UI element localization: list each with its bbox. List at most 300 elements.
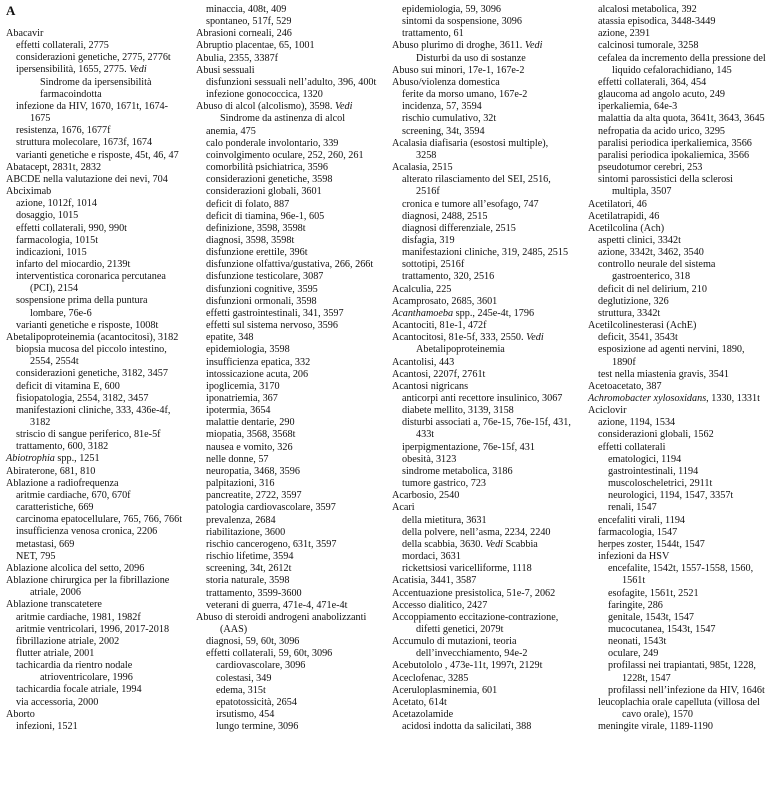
index-entry-continuation	[588, 357, 775, 369]
index-entry	[6, 332, 190, 344]
entry-text: trattamento, 61	[402, 28, 464, 40]
index-entry	[392, 636, 586, 648]
index-subentry	[6, 441, 190, 453]
index-subentry	[588, 454, 775, 466]
index-entry-continuation	[196, 113, 388, 125]
entry-text: Acamprosato, 2685, 3601	[392, 295, 498, 307]
entry-text: Abusi sessuali	[196, 64, 255, 76]
entry-text: pseudotumor cerebri, 253	[598, 162, 703, 174]
index-entry	[6, 563, 190, 575]
entry-text: palpitazioni, 316	[206, 478, 275, 490]
index-subentry	[588, 332, 775, 344]
index-subentry	[588, 174, 775, 186]
index-entry-continuation	[6, 672, 190, 684]
entry-text: minaccia, 408t, 409	[206, 4, 287, 15]
index-entry	[392, 77, 586, 89]
index-subentry	[392, 721, 586, 733]
index-subentry	[6, 320, 190, 332]
index-subentry	[6, 344, 190, 356]
index-subentry	[196, 442, 388, 454]
entry-text: aritmie ventricolari, 1996, 2017-2018	[16, 623, 170, 635]
index-subentry	[6, 697, 190, 709]
index-subentry	[196, 709, 388, 721]
entry-text: Acetato, 614t	[392, 696, 447, 708]
index-subentry	[196, 357, 388, 369]
index-subentry	[588, 515, 775, 527]
entry-text: effetti collaterali, 59, 60t, 3096	[206, 648, 333, 660]
entry-text: lombare, 76e-6	[30, 307, 92, 319]
index-subentry	[588, 235, 775, 247]
index-entry	[6, 599, 190, 611]
index-subentry	[6, 514, 190, 526]
entry-text: riabilitazione, 3600	[206, 526, 286, 538]
entry-text: renali, 1547	[608, 502, 657, 514]
entry-text: via accessoria, 2000	[16, 696, 99, 708]
entry-text: 1228t, 1547	[622, 672, 671, 684]
index-subentry	[196, 369, 388, 381]
entry-text: disturbi associati a, 76e-15, 76e-15f, 431,	[402, 417, 571, 429]
index-subentry	[196, 223, 388, 235]
entry-text: tachicardia focale atriale, 1994	[16, 684, 142, 696]
entry-text: miopatia, 3568, 3568t	[206, 429, 296, 441]
entry-text: 2554, 2554t	[30, 356, 79, 368]
index-subentry	[392, 199, 586, 211]
entry-text: fibrillazione atriale, 2002	[16, 635, 120, 647]
index-subentry	[6, 271, 190, 283]
entry-text: lungo termine, 3096	[216, 721, 299, 733]
index-subentry	[588, 53, 775, 65]
index-subentry	[6, 235, 190, 247]
index-entry	[196, 40, 388, 52]
entry-text: aritmie cardiache, 1981, 1982f	[16, 611, 141, 623]
entry-text: effetti collaterali, 990, 990t	[16, 222, 127, 234]
entry-text: infezione gonococcica, 1320	[206, 89, 323, 101]
index-entry-continuation	[6, 113, 190, 125]
entry-text: Abiraterone, 681, 810	[6, 465, 96, 477]
index-subentry	[196, 429, 388, 441]
entry-text: coinvolgimento oculare, 252, 260, 261	[206, 149, 364, 161]
entry-text: effetti sul sistema nervoso, 3596	[206, 320, 338, 332]
entry-text: colestasi, 349	[216, 672, 272, 684]
entry-text: , 1330, 1331t	[706, 393, 760, 404]
index-subentry	[588, 551, 775, 563]
entry-text: screening, 34t, 3594	[402, 125, 485, 137]
index-subentry	[588, 478, 775, 490]
index-subentry	[392, 174, 586, 186]
entry-text: herpes zoster, 1544t, 1547	[598, 538, 705, 550]
entry-text: Abulia, 2355, 3387f	[196, 52, 279, 64]
entry-text: iperkaliemia, 64e-3	[598, 101, 678, 113]
entry-text: rickettsiosi varicelliforme, 1118	[402, 563, 532, 575]
entry-text: Acetazolamide	[392, 709, 454, 721]
index-entry-continuation	[6, 283, 190, 295]
entry-text: Accentuazione presistolica, 51e-7, 2062	[392, 587, 556, 599]
index-subentry	[392, 247, 586, 259]
index-subentry	[588, 4, 775, 16]
index-entry	[392, 284, 586, 296]
entry-text: farmacologia, 1547	[598, 526, 678, 538]
index-subentry	[196, 454, 388, 466]
entry-text: Aciclovir	[588, 405, 627, 417]
index-subentry	[196, 259, 388, 271]
index-subentry	[392, 211, 586, 223]
index-subentry	[196, 162, 388, 174]
entry-text: effetti collaterali	[598, 441, 666, 453]
index-subentry	[6, 368, 190, 380]
index-entry-continuation	[392, 429, 586, 441]
index-subentry	[392, 271, 586, 283]
entry-text: considerazioni genetiche, 3182, 3457	[16, 368, 168, 380]
entry-text: Acantosi, 2207f, 2761t	[392, 368, 486, 380]
entry-text: ipersensibilità, 1655, 2775.	[16, 64, 130, 76]
entry-text: ipoglicemia, 3170	[206, 380, 280, 392]
italic-text: Vedi	[524, 40, 543, 52]
index-subentry	[392, 259, 586, 271]
entry-text: paralisi periodica ipokaliemica, 3566	[598, 149, 750, 161]
index-entry	[6, 478, 190, 490]
entry-text: liquido cefalorachidiano, 145	[612, 64, 732, 76]
index-entry	[392, 369, 586, 381]
index-subentry	[588, 344, 775, 356]
entry-text: alcalosi metabolica, 392	[598, 4, 697, 15]
entry-text: anemia, 475	[206, 125, 256, 137]
entry-text: epidemiologia, 3598	[206, 344, 290, 356]
index-subentry	[196, 138, 388, 150]
index-subentry	[196, 478, 388, 490]
entry-text: disfunzione erettile, 396t	[206, 247, 308, 259]
index-subentry	[588, 442, 775, 454]
entry-text: malattie dentarie, 290	[206, 417, 295, 429]
entry-text: Abuso plurimo di droghe, 3611.	[392, 40, 525, 52]
entry-text: 3182	[30, 417, 51, 428]
entry-text: disfunzioni sessuali nell’adulto, 396, 400t	[206, 76, 377, 88]
entry-text: dell’invecchiamento, 94e-2	[416, 648, 528, 660]
index-entry	[392, 490, 586, 502]
index-subentry	[196, 308, 388, 320]
index-entry	[6, 575, 190, 587]
entry-text: sintomi parossistici della sclerosi	[598, 174, 733, 186]
index-subentry	[588, 369, 775, 381]
entry-text: 1890f	[612, 356, 636, 368]
index-entry	[392, 320, 586, 332]
entry-text: trattamento, 3599-3600	[206, 587, 302, 599]
index-entry-continuation	[196, 624, 388, 636]
index-subentry	[196, 636, 388, 648]
index-subentry	[196, 648, 388, 660]
entry-text: diagnosi differenziale, 2515	[402, 222, 516, 234]
index-entry	[392, 138, 586, 150]
entry-text: sospensione prima della puntura	[16, 295, 148, 307]
entry-text: acidosi indotta da salicilati, 388	[402, 721, 532, 733]
entry-text: azione, 2391	[598, 28, 651, 40]
entry-text: effetti collaterali, 2775	[16, 40, 109, 52]
entry-text: esofagite, 1561t, 2521	[608, 587, 699, 599]
entry-text: (PCI), 2154	[30, 283, 79, 295]
entry-text: Ablazione transcatetere	[6, 599, 102, 611]
index-subentry	[588, 527, 775, 539]
index-subentry	[196, 673, 388, 685]
index-subentry	[196, 4, 388, 16]
index-subentry	[196, 490, 388, 502]
index-subentry	[6, 137, 190, 149]
entry-text: intossicazione acuta, 206	[206, 368, 309, 380]
entry-text: diagnosi, 2488, 2515	[402, 210, 488, 222]
index-subentry	[392, 515, 586, 527]
entry-text: della mietitura, 3631	[402, 514, 487, 526]
entry-text: oculare, 249	[608, 648, 659, 660]
entry-text: encefaliti virali, 1194	[598, 514, 686, 526]
entry-text: ABCDE nella valutazione dei nevi, 704	[6, 173, 168, 185]
index-subentry	[588, 259, 775, 271]
entry-text: mucocutanea, 1543t, 1547	[608, 623, 716, 635]
index-entry	[588, 393, 775, 405]
index-subentry	[6, 539, 190, 551]
entry-text: Abacavir	[6, 28, 44, 39]
entry-text: Abetalipoproteinemia	[416, 344, 505, 356]
entry-text: Acalasia, 2515	[392, 162, 453, 174]
entry-text: esposizione ad agenti nervini, 1890,	[598, 344, 745, 356]
index-subentry	[6, 636, 190, 648]
index-entry	[392, 65, 586, 77]
index-entry-continuation	[392, 344, 586, 356]
index-subentry	[588, 308, 775, 320]
entry-text: deficit, 3541, 3543t	[598, 332, 678, 344]
index-subentry	[392, 551, 586, 563]
index-subentry	[392, 478, 586, 490]
index-entry	[196, 65, 388, 77]
entry-text: Abruptio placentae, 65, 1001	[196, 40, 315, 52]
index-subentry	[588, 697, 775, 709]
entry-text: 3258	[416, 149, 437, 161]
index-entry	[392, 685, 586, 697]
index-subentry	[588, 16, 775, 28]
entry-text: iperpigmentazione, 76e-15f, 431	[402, 441, 535, 453]
index-subentry	[588, 466, 775, 478]
entry-text: diagnosi, 59, 60t, 3096	[206, 636, 300, 648]
entry-text: atriale, 2006	[30, 587, 81, 599]
index-subentry	[392, 563, 586, 575]
entry-text: Accumulo di mutazioni, teoria	[392, 636, 517, 648]
index-subentry	[6, 259, 190, 271]
entry-text: glaucoma ad angolo acuto, 249	[598, 89, 726, 101]
index-subentry	[196, 539, 388, 551]
entry-text: dosaggio, 1015	[16, 210, 79, 222]
index-subentry	[588, 429, 775, 441]
entry-text: epatotossicità, 2654	[216, 696, 297, 708]
entry-text: considerazioni genetiche, 2775, 2776t	[16, 52, 171, 64]
entry-text: insufficienza venosa cronica, 2206	[16, 526, 158, 538]
index-subentry	[392, 28, 586, 40]
index-entry	[392, 332, 586, 344]
index-subentry	[392, 101, 586, 113]
italic-text: Acanthamoeba	[392, 307, 454, 319]
entry-text: aspetti clinici, 3342t	[598, 234, 681, 246]
index-subentry	[588, 624, 775, 636]
index-subentry	[196, 575, 388, 587]
entry-text: Abetalipoproteinemia (acantocitosi), 3182	[6, 331, 179, 343]
entry-text: Acari	[392, 502, 415, 514]
entry-text: gastrointestinali, 1194	[608, 465, 699, 477]
index-subentry	[196, 126, 388, 138]
entry-text: diagnosi, 3598, 3598t	[206, 234, 295, 246]
entry-text: comorbilità psichiatrica, 3596	[206, 162, 328, 174]
index-subentry	[588, 296, 775, 308]
entry-text: veterani di guerra, 471e-4, 471e-4t	[206, 599, 348, 611]
index-entry	[6, 709, 190, 721]
index-subentry	[196, 466, 388, 478]
entry-text: 2516f	[416, 186, 440, 198]
index-subentry	[196, 600, 388, 612]
index-entry	[588, 381, 775, 393]
index-entry-continuation	[6, 308, 190, 320]
index-subentry	[392, 466, 586, 478]
index-subentry	[196, 284, 388, 296]
index-subentry	[392, 223, 586, 235]
entry-text: 1561t	[622, 575, 646, 587]
entry-text: leucoplachia orale capelluta (villosa del	[598, 696, 760, 708]
index-entry-continuation	[392, 150, 586, 162]
index-subentry	[6, 721, 190, 733]
entry-text: aritmie cardiache, 670, 670f	[16, 489, 131, 501]
index-entry	[588, 199, 775, 211]
index-subentry	[196, 186, 388, 198]
index-entry	[588, 405, 775, 417]
index-subentry	[392, 527, 586, 539]
index-entry-continuation	[588, 575, 775, 587]
index-entry	[392, 502, 586, 514]
index-entry	[392, 381, 586, 393]
index-subentry	[6, 125, 190, 137]
index-entry	[588, 223, 775, 235]
entry-text: iponatriemia, 367	[206, 393, 278, 404]
index-entry-continuation	[6, 417, 190, 429]
entry-text: infezioni da HSV	[598, 551, 670, 563]
entry-text: manifestazioni cliniche, 333, 436e-4f,	[16, 404, 171, 416]
index-subentry	[196, 697, 388, 709]
index-subentry	[6, 40, 190, 52]
index-subentry	[6, 393, 190, 405]
index-subentry	[196, 77, 388, 89]
entry-text: trattamento, 320, 2516	[402, 271, 495, 283]
index-column-1	[6, 28, 190, 733]
entry-text: test nella miastenia gravis, 3541	[598, 368, 729, 380]
entry-text: considerazioni globali, 3601	[206, 186, 322, 198]
index-entry	[392, 162, 586, 174]
entry-text: definizione, 3598, 3598t	[206, 222, 306, 234]
index-subentry	[6, 247, 190, 259]
index-subentry	[588, 150, 775, 162]
entry-text: deficit di vitamina E, 600	[16, 380, 120, 392]
entry-text: struttura, 3342t	[598, 307, 661, 319]
entry-text: Sindrome da astinenza di alcol	[220, 113, 346, 125]
entry-text: genitale, 1543t, 1547	[608, 611, 695, 623]
entry-text: Acantocitosi, 81e-5f, 333, 2550.	[392, 332, 527, 344]
index-column-2	[196, 4, 388, 733]
index-subentry	[196, 174, 388, 186]
entry-text: considerazioni genetiche, 3598	[206, 174, 333, 186]
index-subentry	[6, 660, 190, 672]
index-entry	[392, 612, 586, 624]
entry-text: disfunzione testicolare, 3087	[206, 271, 324, 283]
index-subentry	[196, 381, 388, 393]
index-subentry	[588, 685, 775, 697]
index-entry	[392, 660, 586, 672]
entry-text: Acantolisi, 443	[392, 356, 455, 368]
index-subentry	[392, 393, 586, 405]
entry-text: calcinosi tumorale, 3258	[598, 40, 699, 52]
entry-text: rischio cumulativo, 32t	[402, 113, 497, 125]
entry-text: tachicardia da rientro nodale	[16, 660, 133, 672]
index-entry-continuation	[6, 587, 190, 599]
entry-text: effetti gastrointestinali, 341, 3597	[206, 307, 344, 319]
entry-text: controllo neurale del sistema	[598, 259, 716, 271]
entry-text: Ablazione alcolica del setto, 2096	[6, 562, 145, 574]
index-subentry	[196, 721, 388, 733]
entry-text: incidenza, 57, 3594	[402, 101, 482, 113]
index-entry	[588, 211, 775, 223]
index-subentry	[6, 223, 190, 235]
index-subentry	[392, 405, 586, 417]
index-subentry	[588, 126, 775, 138]
index-subentry	[392, 16, 586, 28]
index-subentry	[196, 296, 388, 308]
entry-text: Accesso dialitico, 2427	[392, 599, 488, 611]
entry-text: disfagia, 319	[402, 234, 455, 246]
index-subentry	[6, 526, 190, 538]
entry-text: Abrasioni corneali, 246	[196, 28, 292, 40]
entry-text: disfunzioni cognitive, 3595	[206, 283, 318, 295]
entry-text: deficit di tiamina, 96e-1, 605	[206, 210, 325, 222]
index-subentry	[196, 199, 388, 211]
entry-text: Acetilcolina (Ach)	[588, 222, 665, 234]
index-subentry	[588, 284, 775, 296]
index-subentry	[196, 588, 388, 600]
index-subentry	[588, 660, 775, 672]
entry-text: disfunzioni ormonali, 3598	[206, 295, 317, 307]
entry-text: Abuso di steroidi androgeni anabolizzanti	[196, 611, 367, 623]
entry-text: varianti genetiche e risposte, 1008t	[16, 319, 159, 331]
index-subentry	[588, 612, 775, 624]
index-subentry	[196, 247, 388, 259]
index-subentry	[588, 636, 775, 648]
index-entry-continuation	[392, 648, 586, 660]
entry-text: biopsia mucosa del piccolo intestino,	[16, 344, 167, 356]
index-entry	[392, 296, 586, 308]
index-entry-continuation	[6, 77, 190, 89]
index-subentry	[6, 150, 190, 162]
entry-text: cronica e tumore all’esofago, 747	[402, 198, 539, 210]
entry-text: rischio lifetime, 3594	[206, 551, 294, 563]
entry-text: Disturbi da uso di sostanze	[416, 52, 526, 64]
index-subentry	[6, 551, 190, 563]
entry-text: spontaneo, 517f, 529	[206, 16, 292, 28]
entry-text: epatite, 348	[206, 332, 254, 344]
index-entry	[392, 697, 586, 709]
index-entry	[392, 600, 586, 612]
index-entry	[392, 709, 586, 721]
index-subentry	[588, 600, 775, 612]
entry-text: alterato rilasciamento del SEI, 2516,	[402, 174, 551, 186]
entry-text: 1675	[30, 113, 51, 125]
index-entry	[392, 575, 586, 587]
entry-text: deglutizione, 326	[598, 295, 669, 307]
index-subentry	[392, 454, 586, 466]
entry-text: Acantosi nigricans	[392, 380, 469, 392]
index-subentry	[6, 648, 190, 660]
index-entry-continuation	[588, 186, 775, 198]
index-entry	[196, 612, 388, 624]
entry-text: Acetilatori, 46	[588, 198, 647, 210]
